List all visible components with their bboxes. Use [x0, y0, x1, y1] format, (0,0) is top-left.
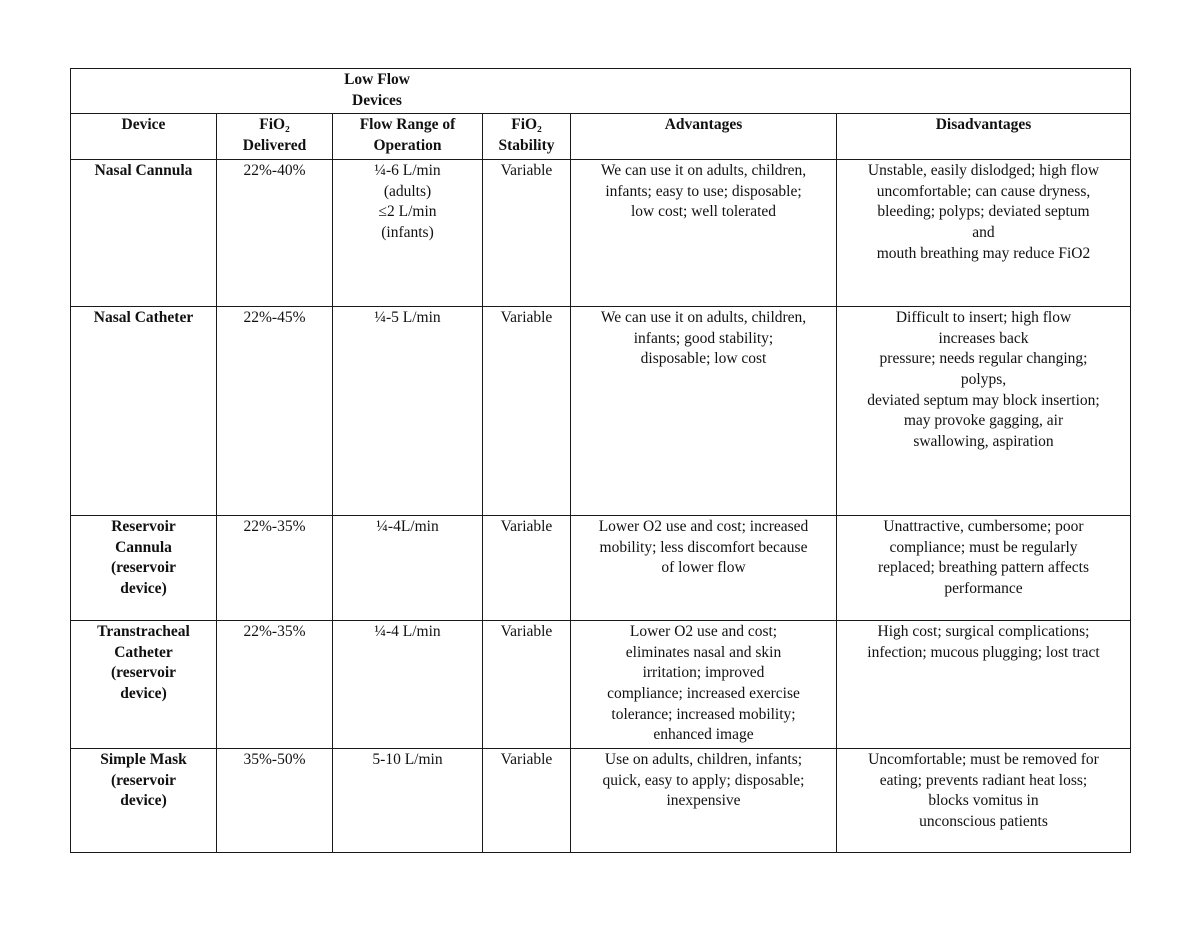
flow-range-cell — [333, 159, 483, 306]
cell-line: irritation; improved — [642, 664, 765, 682]
cell-line: compliance; increased exercise — [607, 684, 800, 702]
table-title-cell — [71, 69, 1131, 114]
cell-line: deviated septum may block insertion; — [867, 391, 1100, 409]
cell-line: Nasal Catheter — [93, 308, 194, 326]
table-title-line: Devices — [352, 91, 402, 109]
advantages-cell — [571, 620, 837, 748]
table-row — [71, 306, 1131, 515]
header-line: Disadvantages — [935, 116, 1032, 134]
header-fio2-delivered — [217, 114, 333, 159]
cell-line: Variable — [500, 517, 553, 535]
cell-line: infants; easy to use; disposable; — [605, 182, 802, 200]
fio2-delivered-cell — [217, 515, 333, 620]
cell-line: (reservoir — [110, 664, 177, 682]
fio2-delivered-cell — [217, 159, 333, 306]
cell-line: Cannula — [115, 538, 172, 556]
cell-line: High cost; surgical complications; — [877, 622, 1090, 640]
cell-line: bleeding; polyps; deviated septum — [877, 203, 1090, 221]
device-cell — [71, 159, 217, 306]
header-fio2-stability — [483, 114, 571, 159]
advantages-cell — [571, 749, 837, 853]
header-line: Stability — [498, 137, 555, 155]
table-row — [71, 515, 1131, 620]
advantages-cell — [571, 515, 837, 620]
cell-line: unconscious patients — [919, 813, 1048, 831]
cell-line: (infants) — [381, 223, 434, 241]
cell-line: 22%-45% — [243, 308, 306, 326]
low-flow-devices-table — [70, 68, 1131, 853]
cell-line: eliminates nasal and skin — [625, 643, 782, 661]
cell-line: ¼-4L/min — [376, 517, 439, 535]
cell-line: tolerance; increased mobility; — [611, 705, 796, 723]
flow-range-cell — [333, 515, 483, 620]
flow-range-cell — [333, 306, 483, 515]
device-cell — [71, 749, 217, 853]
cell-line: Variable — [500, 751, 553, 769]
header-disadvantages — [837, 114, 1131, 159]
cell-line: 5-10 L/min — [372, 751, 443, 769]
cell-line: ¼-6 L/min — [374, 161, 441, 179]
table-row — [71, 749, 1131, 853]
cell-line: infection; mucous plugging; lost tract — [867, 643, 1100, 661]
fio2-delivered-cell — [217, 749, 333, 853]
header-line: FiO₂ — [511, 116, 542, 134]
cell-line: Unstable, easily dislodged; high flow — [867, 161, 1100, 179]
cell-line: Reservoir — [111, 517, 176, 535]
header-line: FiO₂ — [259, 116, 290, 134]
cell-line: Variable — [500, 161, 553, 179]
cell-line: Lower O2 use and cost; increased — [598, 517, 809, 535]
cell-line: Nasal Cannula — [94, 161, 193, 179]
cell-line: Uncomfortable; must be removed for — [868, 751, 1099, 769]
cell-line: mouth breathing may reduce FiO2 — [876, 244, 1091, 262]
cell-line: pressure; needs regular changing; — [879, 350, 1088, 368]
cell-line: may provoke gagging, air — [903, 412, 1064, 430]
cell-line: Variable — [500, 308, 553, 326]
title-row — [71, 69, 1131, 114]
table-title — [297, 70, 457, 111]
cell-line: Use on adults, children, infants; — [604, 751, 803, 769]
header-line: Flow Range of — [359, 116, 456, 134]
cell-line: (adults) — [383, 182, 432, 200]
cell-line: We can use it on adults, children, — [600, 308, 807, 326]
cell-line: and — [972, 223, 995, 241]
fio2-stability-cell — [483, 515, 571, 620]
device-cell — [71, 306, 217, 515]
cell-line: increases back — [938, 329, 1029, 347]
header-line: Delivered — [242, 137, 307, 155]
cell-line: ¼-5 L/min — [374, 308, 441, 326]
header-line: Device — [121, 116, 166, 134]
cell-line: low cost; well tolerated — [630, 203, 777, 221]
disadvantages-cell — [837, 306, 1131, 515]
table-row — [71, 159, 1131, 306]
cell-line: compliance; must be regularly — [889, 538, 1078, 556]
header-line: Advantages — [664, 116, 743, 134]
cell-line: performance — [944, 579, 1023, 597]
cell-line: Transtracheal — [97, 622, 190, 640]
cell-line: blocks vomitus in — [928, 792, 1039, 810]
advantages-cell — [571, 159, 837, 306]
cell-line: (reservoir — [110, 771, 177, 789]
cell-line: Difficult to insert; high flow — [895, 308, 1072, 326]
cell-line: Unattractive, cumbersome; poor — [883, 517, 1084, 535]
cell-line: device) — [120, 792, 167, 810]
cell-line: 22%-40% — [243, 161, 306, 179]
cell-line: polyps, — [960, 370, 1007, 388]
cell-line: device) — [120, 684, 167, 702]
header-advantages — [571, 114, 837, 159]
cell-line: uncomfortable; can cause dryness, — [876, 182, 1091, 200]
cell-line: Simple Mask — [100, 751, 187, 769]
table-row — [71, 620, 1131, 748]
flow-range-cell — [333, 620, 483, 748]
fio2-delivered-cell — [217, 306, 333, 515]
cell-line: ¼-4 L/min — [374, 622, 441, 640]
advantages-cell — [571, 306, 837, 515]
disadvantages-cell — [837, 620, 1131, 748]
cell-line: of lower flow — [661, 559, 746, 577]
flow-range-cell — [333, 749, 483, 853]
table-title-line: Low Flow — [344, 71, 410, 88]
cell-line: infants; good stability; — [633, 329, 774, 347]
cell-line: ≤2 L/min — [378, 203, 437, 221]
device-cell — [71, 515, 217, 620]
cell-line: inexpensive — [666, 792, 741, 810]
cell-line: (reservoir — [110, 559, 177, 577]
header-row — [71, 114, 1131, 159]
cell-line: Lower O2 use and cost; — [629, 622, 778, 640]
cell-line: disposable; low cost — [640, 350, 767, 368]
cell-line: eating; prevents radiant heat loss; — [879, 771, 1088, 789]
cell-line: We can use it on adults, children, — [600, 161, 807, 179]
fio2-stability-cell — [483, 159, 571, 306]
cell-line: replaced; breathing pattern affects — [877, 559, 1089, 577]
cell-line: mobility; less discomfort because — [599, 538, 808, 556]
header-device — [71, 114, 217, 159]
fio2-stability-cell — [483, 620, 571, 748]
cell-line: Catheter — [114, 643, 173, 661]
header-flow-range — [333, 114, 483, 159]
fio2-delivered-cell — [217, 620, 333, 748]
fio2-stability-cell — [483, 749, 571, 853]
device-cell — [71, 620, 217, 748]
header-line: Operation — [373, 137, 442, 155]
cell-line: Variable — [500, 622, 553, 640]
cell-line: quick, easy to apply; disposable; — [602, 771, 805, 789]
cell-line: device) — [120, 579, 167, 597]
cell-line: 22%-35% — [243, 517, 306, 535]
disadvantages-cell — [837, 749, 1131, 853]
cell-line: enhanced image — [653, 726, 754, 744]
fio2-stability-cell — [483, 306, 571, 515]
disadvantages-cell — [837, 159, 1131, 306]
disadvantages-cell — [837, 515, 1131, 620]
cell-line: 35%-50% — [243, 751, 306, 769]
cell-line: 22%-35% — [243, 622, 306, 640]
cell-line: swallowing, aspiration — [913, 433, 1054, 451]
